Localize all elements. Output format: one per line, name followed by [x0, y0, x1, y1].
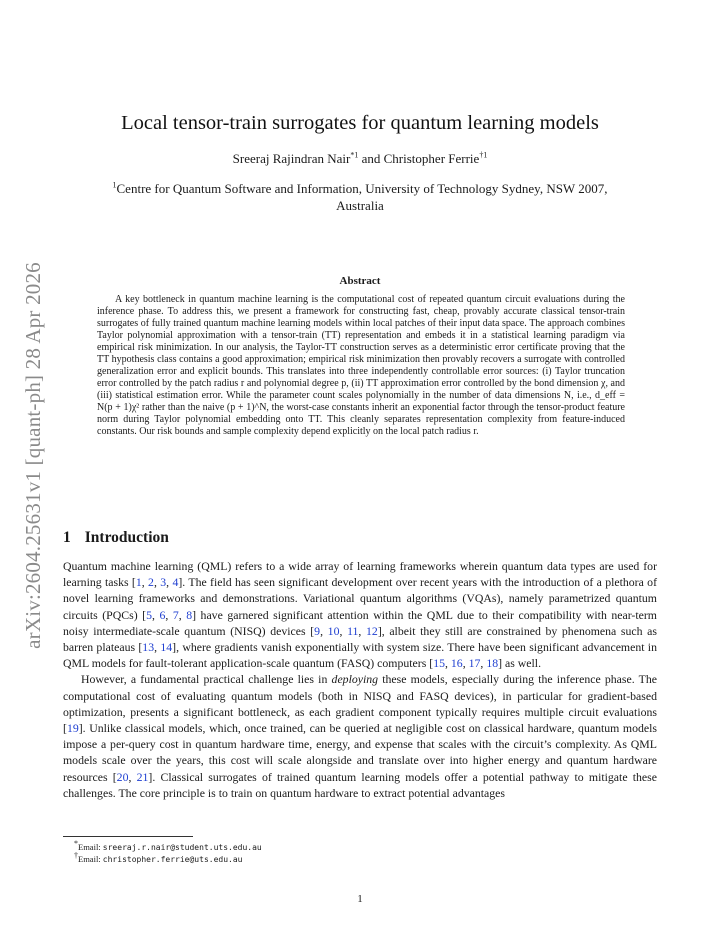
citation-link[interactable]: 1 [135, 575, 142, 590]
arxiv-identifier-stamp [10, 250, 56, 660]
author-footnote-mark[interactable]: †1 [479, 150, 488, 160]
paper-title: Local tensor-train surrogates for quantum learning models [121, 112, 599, 134]
author-list [0, 151, 720, 167]
footnote [74, 851, 243, 865]
section-title: Introduction [84, 529, 169, 546]
footnote-mark: * [74, 839, 78, 849]
citation-link[interactable]: 19 [66, 721, 79, 736]
citation-link[interactable]: 6 [159, 607, 166, 622]
author-conjunction: and [358, 151, 384, 166]
citation-link[interactable]: 3 [160, 575, 167, 590]
page-number: 1 [357, 893, 363, 905]
emphasis-text: deploying [331, 672, 379, 687]
paragraph: However, a fundamental practical challenge lies in deploying these models, especially during the inference phase. The computational cost of evaluating quantum models (both in NISQ and FASQ devices), in particular for gradient-based optimization, presents a significant bottleneck, as each gradient component typically requires multiple circuit evaluations [19]. Unlike classical models, which, once trained, can be queried at negligible cost on classical hardware, quantum models impose a per-query cost in quantum hardware time, energy, and expense that scales with the circuit’s complexity. As QML models scale over the years, this cost will scale alongside and translate over into higher energy and quantum hardware resources [20, 21]. Classical surrogates of trained quantum learning models offer a potential pathway to mitigate these challenges. The core principle is to train on quantum hardware to extract potential advantages [63, 672, 657, 800]
citation-link[interactable]: 11 [347, 623, 359, 638]
citation-link[interactable]: 15 [433, 656, 445, 671]
abstract-heading: Abstract [339, 275, 381, 287]
citation-link[interactable]: 18 [486, 656, 499, 671]
footnote [74, 839, 262, 853]
footnote-mark: † [74, 851, 78, 861]
citation-link[interactable]: 10 [327, 623, 340, 638]
paragraph: Quantum machine learning (QML) refers to a wide array of learning frameworks wherein quantum data types are used for learning tasks [1, 2, 3, 4]. The field has seen significant development over recent years with the introduction of a plethora of novel learning frameworks and demonstrations. Variational quantum algorithms (VQAs), namely parametrized quantum circuits (PQCs) [5, 6, 7, 8] have garnered significant attention within the QML due to their compatibility with near-term noisy intermediate-scale quantum (NISQ) devices [9, 10, 11, 12], albeit they still are constrained by phenomena such as barren plateaus [13, 14], where gradients vanish exponentially with system size. There have been significant advancement in QML models for fault-tolerant application-scale quantum (FASQ) computers [15, 16, 17, 18] as well. [63, 559, 658, 671]
footnote-rule [63, 836, 193, 837]
citation-link[interactable]: 5 [146, 607, 152, 622]
citation-link[interactable]: 20 [116, 769, 129, 784]
citation-link[interactable]: 13 [142, 640, 155, 655]
citation-link[interactable]: 16 [450, 656, 463, 671]
citation-link[interactable]: 9 [314, 623, 321, 638]
footnote-email[interactable]: christopher.ferrie@uts.edu.au [102, 855, 243, 864]
citation-link[interactable]: 8 [186, 607, 193, 622]
footnote-label: Email: [78, 854, 103, 864]
footnote-label: Email: [78, 842, 103, 852]
section-heading [63, 529, 169, 547]
author-name: Sreeraj Rajindran Nair [232, 151, 351, 166]
footnote-email[interactable]: sreeraj.r.nair@student.uts.edu.au [102, 843, 262, 852]
citation-link[interactable]: 21 [136, 769, 149, 784]
arxiv-stamp-text: arXiv:2604.25631v1 [quant-ph] 28 Apr 2026 [20, 261, 45, 649]
citation-link[interactable]: 12 [366, 623, 378, 638]
affiliation-mark: 1 [112, 180, 117, 190]
author-footnote-mark[interactable]: *1 [350, 150, 359, 160]
citation-link[interactable]: 17 [468, 656, 481, 671]
author-name: Christopher Ferrie [383, 151, 480, 166]
citation-link[interactable]: 4 [172, 575, 179, 590]
affiliation-line: Australia [336, 198, 384, 213]
abstract-text: A key bottleneck in quantum machine learning is the computational cost of repeated quantum circuit evaluations during the inference phase. To address this, we present a framework for constructing fast, cheap, provably accurate classical tensor-train surrogates of fully trained quantum machine learning models within local patches of their input data space. The approach combines Taylor polynomial approximation with a tensor-train (TT) representation and embeds it in a statistical learning paradigm via empirical risk minimization. In our analysis, the Taylor-TT construction serves as a deterministic error certificate proving that the TT hypothesis class contains a good approximation; empirical risk minimization then provably recovers a surrogate with controlled generalization error and explicit bounds. This translates into three independently controllable error sources: (i) Taylor truncation error controlled by the patch radius r and polynomial degree p, (ii) TT approximation error controlled by the bond dimension χ, and (iii) statistical estimation error. While the parameter count scales polynomially in the number of data dimensions N, i.e., d_eff = N(p + 1)χ² rather than the naive (p + 1)^N, the worst-case constants inherit an exponential factor through the tensor-product feature norm during Taylor polynomial embedding onto TT. This cleanly separates representation complexity from feature-induced constants. Our risk bounds and sample complexity depend explicitly on the local patch radius r. [97, 294, 625, 437]
citation-link[interactable]: 14 [160, 640, 173, 655]
section-number: 1 [63, 529, 71, 546]
affiliation-line: Centre for Quantum Software and Information, University of Technology Sydney, NSW 2007, [116, 181, 608, 196]
affiliation [70, 180, 650, 214]
citation-link[interactable]: 2 [148, 575, 154, 590]
introduction-body [63, 558, 657, 801]
citation-link[interactable]: 7 [172, 607, 179, 622]
